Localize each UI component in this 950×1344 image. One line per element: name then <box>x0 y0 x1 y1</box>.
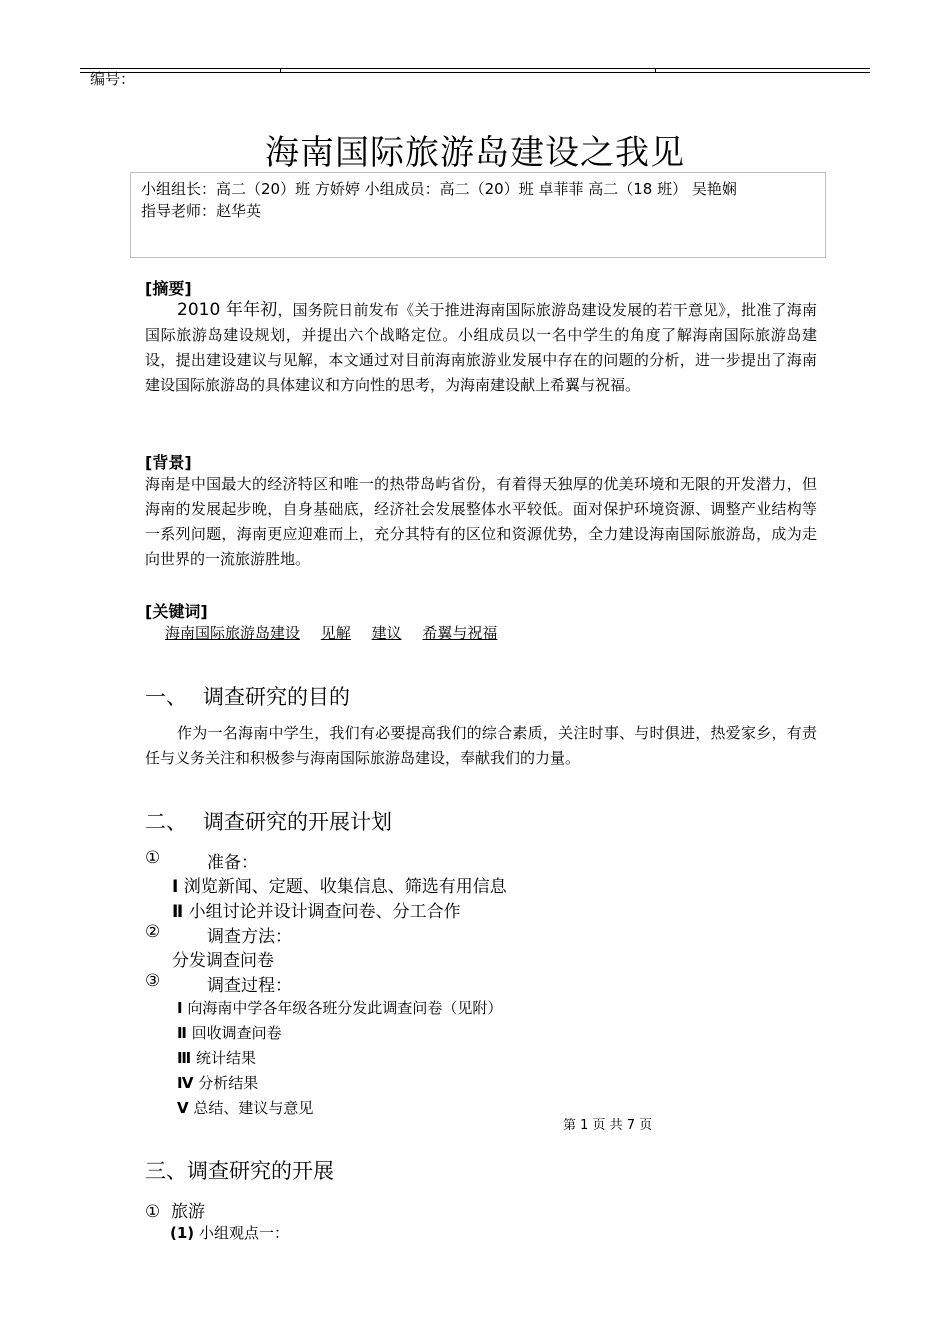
roman-numeral: Ⅱ <box>172 902 184 922</box>
section3-sub1 <box>145 1197 205 1222</box>
roman-numeral: Ⅲ <box>177 1049 192 1067</box>
section1-title: 调查研究的目的 <box>203 685 350 709</box>
background-text: 海南是中国最大的经济特区和唯一的热带岛屿省份，有着得天独厚的优美环境和无限的开发潜力，但海南的发展起步晚，自身基础底，经济社会发展整体水平较低。面对保护环境资源、调整产业结构等一系列问题，海南更应迎难而上，充分其特有的区位和资源优势，全力建设海南国际旅游岛，成为走向世界的一流旅游胜地。 <box>145 475 817 568</box>
roman-numeral: Ⅰ <box>172 877 179 897</box>
roman-numeral: Ⅴ <box>177 1099 189 1117</box>
step1-item <box>172 897 461 922</box>
roman-numeral: Ⅰ <box>177 999 183 1017</box>
abstract-heading: [摘要] <box>145 279 192 298</box>
section1-heading <box>145 681 350 711</box>
step1-item <box>172 872 507 897</box>
header-rule-bottom <box>80 72 870 73</box>
sub1-mark: ① <box>145 1202 161 1222</box>
section1-text: 作为一名海南中学生，我们有必要提高我们的综合素质，关注时事、与时俱进，热爱家乡，有责任与义务关注和积极参与海南国际旅游岛建设，奉献我们的力量。 <box>145 724 817 767</box>
section2-num: 二、 <box>145 810 187 834</box>
advisor: 指导老师：赵华英 <box>141 202 262 220</box>
step1-item-text: 小组讨论并设计调查问卷、分工合作 <box>188 902 461 922</box>
step3-item-text: 向海南中学各年级各班分发此调查问卷（见附） <box>187 999 503 1017</box>
keyword: 建议 <box>371 624 402 642</box>
section2-title: 调查研究的开展计划 <box>203 810 392 834</box>
step2-label: 调查方法： <box>207 927 292 947</box>
step3-item-text: 回收调查问卷 <box>191 1024 282 1042</box>
header-tick <box>280 68 281 73</box>
step2-text: 分发调查问卷 <box>172 951 274 971</box>
keyword: 希翼与祝福 <box>422 624 498 642</box>
step1-mark: ① <box>145 848 161 868</box>
point1-mark: (1) <box>170 1224 195 1242</box>
abstract-body: ，国务院日前发布《关于推进海南国际旅游岛建设发展的若干意见》，批准了海南国际旅游岛建设规划，并提出六个战略定位。小组成员以一名中学生的角度了解海南国际旅游岛建设，提出建设建议与见解，本文通过对目前海南旅游业发展中存在的问题的分析，进一步提出了海南建设国际旅游岛的具体建议和方向性的思考，为海南建设献上希翼与祝福。 <box>145 301 817 394</box>
step3-item-text: 总结、建议与意见 <box>193 1099 314 1117</box>
sub1-label: 旅游 <box>171 1202 206 1222</box>
keyword: 海南国际旅游岛建设 <box>165 624 301 642</box>
point1-label: 小组观点一： <box>198 1224 289 1242</box>
background-heading: [背景] <box>145 453 192 472</box>
step3-item <box>177 1047 256 1068</box>
step3-mark: ③ <box>145 971 161 991</box>
abstract-text <box>145 298 817 398</box>
serial-label: 编号： <box>90 70 136 88</box>
page-number: 第 1 页 共 7 页 <box>563 1118 653 1133</box>
section3-point1 <box>170 1222 289 1243</box>
header-tick <box>655 68 656 73</box>
step1-item-text: 浏览新闻、定题、收集信息、筛选有用信息 <box>183 877 507 897</box>
document-title: 海南国际旅游岛建设之我见 <box>265 133 685 173</box>
group-members: 小组组长：高二（20）班 方娇婷 小组成员：高二（20）班 卓菲菲 高二（18 班） 吴艳娴 <box>141 180 737 198</box>
section3-heading: 三、调查研究的开展 <box>145 1159 334 1183</box>
section1-num: 一、 <box>145 685 187 709</box>
step3-item <box>177 1022 282 1043</box>
step3-item-text: 分析结果 <box>198 1074 259 1092</box>
step1-label: 准备： <box>207 853 258 873</box>
keywords-list <box>165 622 513 643</box>
step3-item-text: 统计结果 <box>195 1049 256 1067</box>
keywords-heading: [关键词] <box>145 602 208 621</box>
keyword: 见解 <box>320 624 351 642</box>
roman-numeral: Ⅳ <box>177 1074 194 1092</box>
abstract-lead: 2010 年年初 <box>177 300 278 320</box>
roman-numeral: Ⅱ <box>177 1024 187 1042</box>
step3-item <box>177 1072 258 1093</box>
section2-heading <box>145 806 392 836</box>
step3-item <box>177 997 502 1018</box>
step3-item <box>177 1097 313 1118</box>
step3-label: 调查过程： <box>207 976 292 996</box>
step2-mark: ② <box>145 922 161 942</box>
header-rule-top <box>80 68 870 69</box>
